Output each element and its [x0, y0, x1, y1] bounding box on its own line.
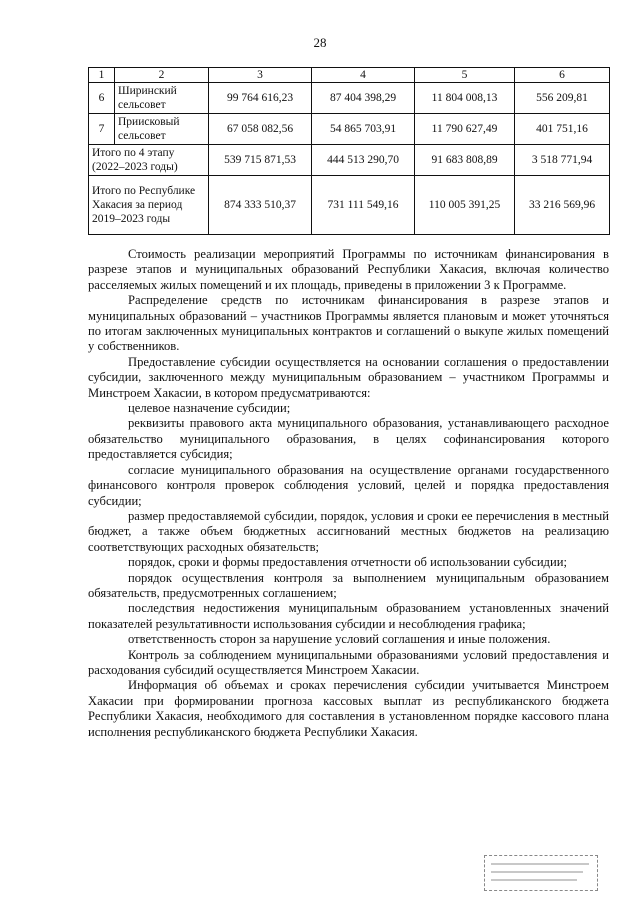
table-row — [89, 114, 610, 145]
financing-table — [88, 67, 610, 235]
list-item: порядок, сроки и формы предоставления отчетности об использовании субсидии; — [128, 555, 567, 570]
paragraph: Стоимость реализации мероприятий Программы по источникам финансирования в разрезе этапов и муниципальных образований Республики Хакасия, включая количество расселяемых жилых помещений и их площадь, приведены в приложении 3 к Программе. — [88, 247, 609, 292]
header-cell: 1 — [89, 68, 115, 83]
table-total-row — [89, 145, 610, 176]
list-item: размер предоставляемой субсидии, порядок, условия и сроки ее перечисления в местный бюджет, а также объем бюджетных ассигнований местных бюджетов на реализацию соответствующих расходных обязательств; — [88, 508, 609, 554]
amount-cell: 3 518 771,94 — [515, 145, 610, 176]
amount-cell: 874 333 510,37 — [209, 176, 312, 235]
paragraph: Контроль за соблюдением муниципальными образованиями условий предоставления и расходования субсидий осуществляется Минстроем Хакасии. — [88, 647, 609, 677]
header-cell: 3 — [209, 68, 312, 83]
amount-cell: 444 513 290,70 — [312, 145, 415, 176]
list-item: ответственность сторон за нарушение условий соглашения и иные положения. — [128, 632, 551, 647]
amount-cell: 11 790 627,49 — [415, 114, 515, 145]
table-total-row — [89, 176, 610, 235]
registration-stamp — [484, 855, 598, 891]
page-number: 28 — [313, 35, 327, 50]
paragraph: Распределение средств по источникам финансирования в разрезе этапов и муниципальных образований – участников Программы является плановым и может уточняться по итогам заключенных муниципальных контрактов и соглашений о выкупе жилых помещений у собственников. — [88, 293, 609, 354]
amount-cell: 539 715 871,53 — [209, 145, 312, 176]
paragraph: Предоставление субсидии осуществляется на основании соглашения о предоставлении субсидии, заключенного между муниципальным образованием – участником Программы и Минстроем Хакасии, в котором предусматриваются: — [88, 354, 609, 400]
paragraph: Информация об объемах и сроках перечисления субсидии учитывается Минстроем Хакасии при формировании прогноза кассовых выплат из республиканского бюджета Республики Хакасия, необходимого для составления в установленном порядке кассового плана исполнения республиканского бюджета Республики Хакасия. — [88, 678, 609, 739]
municipality-name: Приисковый сельсовет — [115, 114, 209, 145]
amount-cell: 731 111 549,16 — [312, 176, 415, 235]
amount-cell: 67 058 082,56 — [209, 114, 312, 145]
total-label: Итого по Республике Хакасия за период 2019–2023 годы — [89, 176, 209, 235]
body-text — [88, 247, 609, 740]
list-item: реквизиты правового акта муниципального образования, устанавливающего расходное обязательство муниципального образования, в целях софинансирования которого предоставляется субсидия; — [88, 416, 609, 462]
stamp-line — [491, 871, 583, 873]
amount-cell: 91 683 808,89 — [415, 145, 515, 176]
stamp-line — [491, 879, 577, 881]
amount-cell: 11 804 008,13 — [415, 83, 515, 114]
amount-cell: 54 865 703,91 — [312, 114, 415, 145]
header-cell: 6 — [515, 68, 610, 83]
amount-cell: 401 751,16 — [515, 114, 610, 145]
header-cell: 4 — [312, 68, 415, 83]
stamp-line — [491, 863, 589, 865]
header-cell: 5 — [415, 68, 515, 83]
amount-cell: 110 005 391,25 — [415, 176, 515, 235]
total-label: Итого по 4 этапу (2022–2023 годы) — [89, 145, 209, 176]
amount-cell: 87 404 398,29 — [312, 83, 415, 114]
list-item: порядок осуществления контроля за выполнением муниципальным образованием обязательств, предусмотренных соглашением; — [88, 570, 609, 600]
list-item: целевое назначение субсидии; — [128, 401, 291, 416]
table-row — [89, 83, 610, 114]
table-header-row — [89, 68, 610, 83]
amount-cell: 99 764 616,23 — [209, 83, 312, 114]
amount-cell: 556 209,81 — [515, 83, 610, 114]
row-number: 7 — [89, 114, 115, 145]
amount-cell: 33 216 569,96 — [515, 176, 610, 235]
row-number: 6 — [89, 83, 115, 114]
municipality-name: Ширинский сельсовет — [115, 83, 209, 114]
header-cell: 2 — [115, 68, 209, 83]
list-item: согласие муниципального образования на осуществление органами государственного финансового контроля проверок соблюдения условий, целей и порядка предоставления субсидии; — [88, 462, 609, 508]
list-item: последствия недостижения муниципальным образованием установленных значений показателей результативности использования субсидии и несоблюдения графика; — [88, 601, 609, 631]
